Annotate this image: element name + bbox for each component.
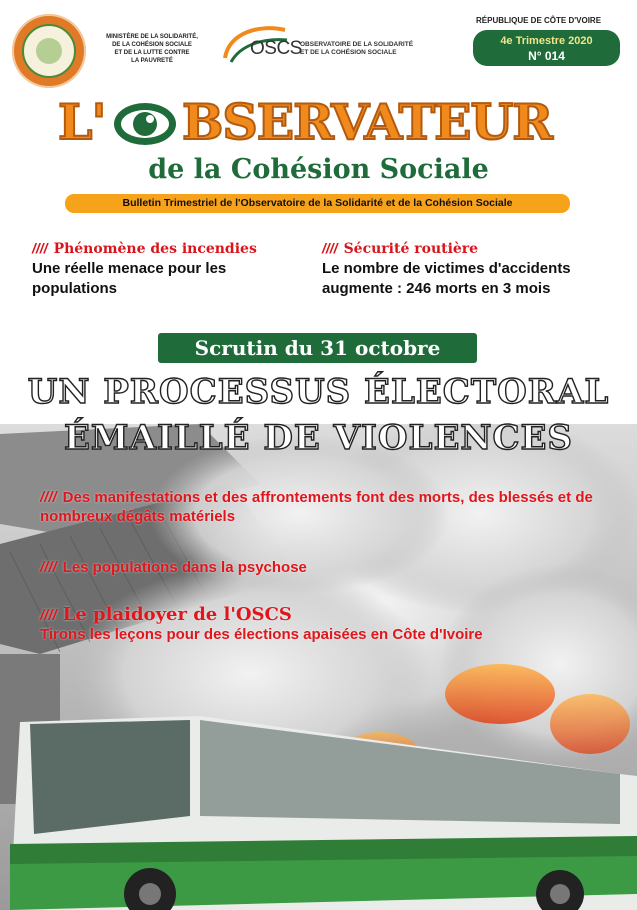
slash-marker: //// <box>32 240 48 256</box>
headline-fires <box>32 240 302 299</box>
coat-of-arms-icon <box>22 24 76 78</box>
scrutin-banner: Scrutin du 31 octobre <box>158 333 477 363</box>
republic-label: RÉPUBLIQUE DE CÔTE D'VOIRE <box>476 16 602 25</box>
ministry-line: LA PAUVRETÉ <box>131 58 173 64</box>
bullet-text: Des manifestations et des affrontements font des morts, des blessés et de nombreux dégâts matériels <box>40 489 593 525</box>
slash-marker: //// <box>40 607 57 624</box>
title-rest: BSERVATEUR <box>182 93 552 151</box>
title-prefix: L' <box>58 93 106 151</box>
headline-kicker <box>322 240 622 257</box>
cover-bullet <box>40 558 307 577</box>
ministry-line: MINISTÈRE DE LA SOLIDARITÉ, <box>106 34 198 40</box>
main-title-line-2: ÉMAILLÉ DE VIOLENCES <box>64 418 573 458</box>
issue-number: N° 014 <box>528 49 565 63</box>
slash-marker: //// <box>40 489 57 506</box>
headline-kicker <box>32 240 302 257</box>
masthead-title <box>58 92 578 154</box>
bullet-text: Tirons les leçons pour des élections apaisées en Côte d'Ivoire <box>40 626 483 643</box>
bullet-text: Les populations dans la psychose <box>62 559 307 576</box>
ministry-name <box>88 33 216 65</box>
tagline-banner: Bulletin Trimestriel de l'Observatoire de la Solidarité et de la Cohésion Sociale <box>65 194 570 213</box>
cover-bullet <box>40 605 620 644</box>
headline-road-safety <box>322 240 622 299</box>
main-title-line-1: UN PROCESSUS ÉLECTORAL <box>27 372 610 412</box>
oscs-subtitle-line: ET DE LA COHÉSION SOCIALE <box>300 49 397 56</box>
oscs-subtitle-line: OBSERVATOIRE DE LA SOLIDARITÉ <box>300 41 414 48</box>
slash-marker: //// <box>322 240 338 256</box>
headline-deck: Le nombre de victimes d'accidents augmente : 246 morts en 3 mois <box>322 260 571 297</box>
ministry-seal-logo <box>12 14 86 88</box>
slash-marker: //// <box>40 559 57 576</box>
kicker-text: Phénomène des incendies <box>53 241 257 257</box>
bullet-kicker: Le plaidoyer de l'OSCS <box>62 604 292 625</box>
oscs-name: OSCS <box>250 38 302 59</box>
ministry-line: ET DE LA LUTTE CONTRE <box>114 50 190 56</box>
kicker-text: Sécurité routière <box>343 241 479 257</box>
masthead-subtitle: de la Cohésion Sociale <box>148 154 489 185</box>
issue-period: 4e Trimestre 2020 <box>500 35 593 47</box>
oscs-subtitle <box>300 41 413 57</box>
cover-bullet <box>40 488 620 526</box>
headline-deck: Une réelle menace pour les populations <box>32 260 227 297</box>
ministry-line: DE LA COHÉSION SOCIALE <box>112 42 192 48</box>
issue-badge <box>473 30 620 66</box>
eye-icon <box>112 96 178 150</box>
